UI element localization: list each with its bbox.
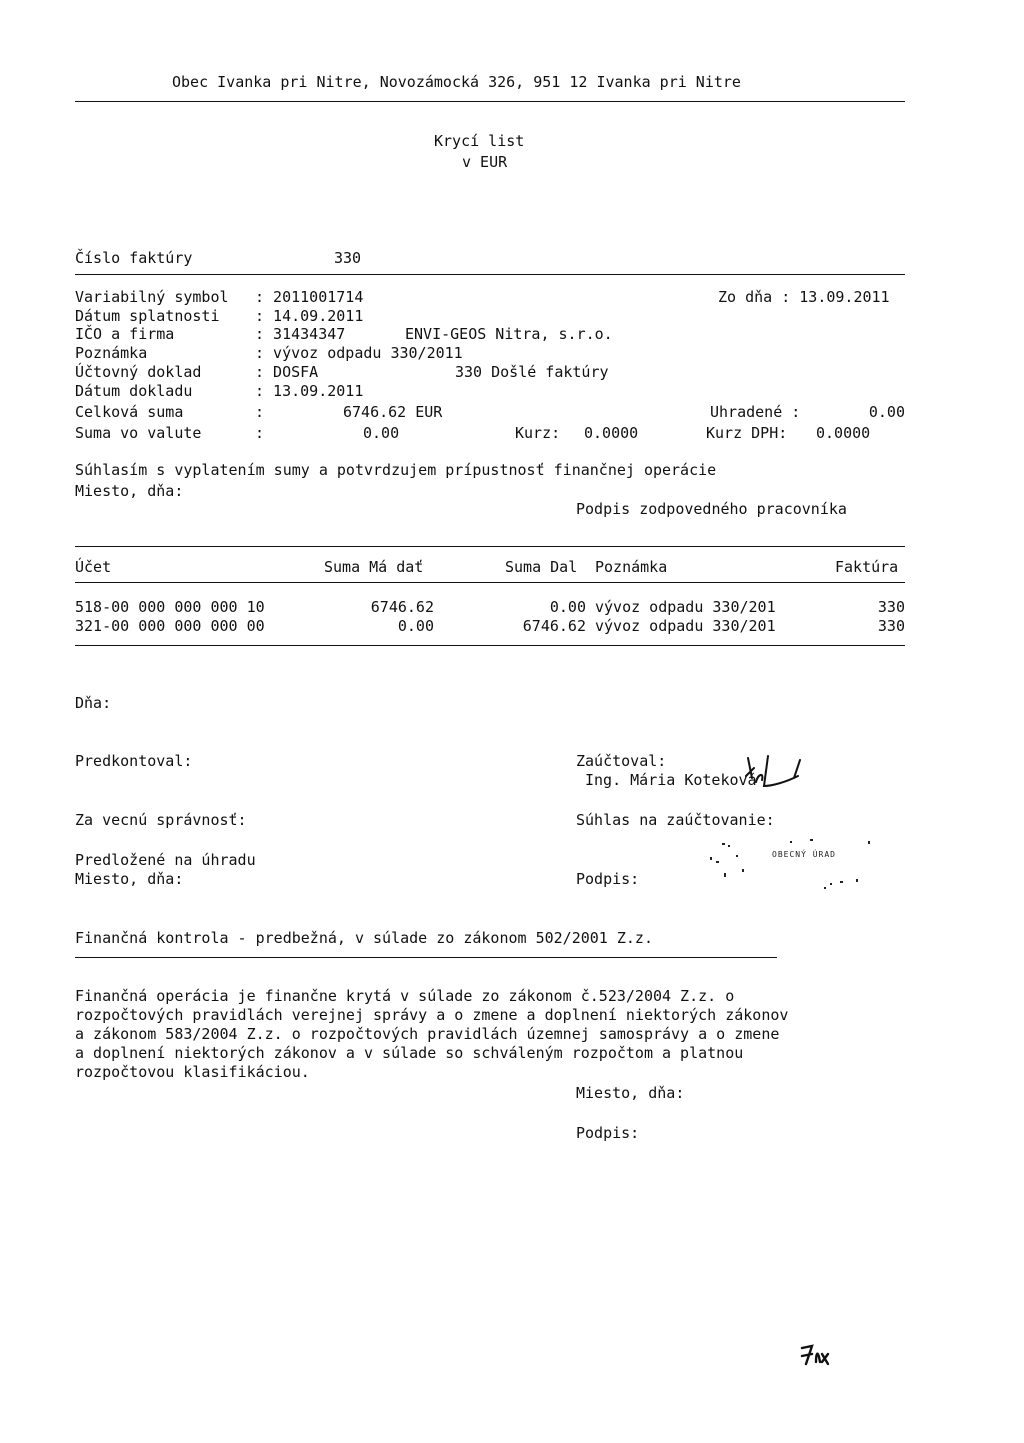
financial-control: Finančná kontrola - predbežná, v súlade zo zákonom 502/2001 Z.z. <box>75 929 653 947</box>
table-row-note: vývoz odpadu 330/201 <box>595 617 776 635</box>
table-row-account: 518-00 000 000 000 10 <box>75 598 265 616</box>
paragraph-line: a doplnení niektorých zákonov a v súlade so schváleným rozpočtom a platnou <box>75 1044 744 1062</box>
paragraph-line: Finančná operácia je finančne krytá v súlade zo zákonom č.523/2004 Z.z. o <box>75 987 735 1005</box>
table-row-credit: 6746.62 <box>522 617 586 635</box>
total-value: 6746.62 EUR <box>343 403 443 421</box>
variable-symbol-value: : 2011001714 <box>255 288 364 306</box>
factual-correctness-label: Za vecnú správnosť: <box>75 811 247 829</box>
divider <box>75 101 905 102</box>
signature-label: Podpis: <box>576 870 640 888</box>
note-label: Poznámka <box>75 344 148 362</box>
col-header-note: Poznámka <box>595 558 668 576</box>
due-date-label: Dátum splatnosti <box>75 307 220 325</box>
address: Obec Ivanka pri Nitre, Novozámocká 326, 951 12 Ivanka pri Nitre <box>172 73 741 91</box>
accounting-consent-label: Súhlas na zaúčtovanie: <box>576 811 775 829</box>
title: Krycí list <box>434 132 525 150</box>
stamp-marks <box>700 835 890 895</box>
zauctoval-name: Ing. Mária Koteková <box>585 771 757 789</box>
from-day: Zo dňa : 13.09.2011 <box>718 288 890 306</box>
invoice-number-value: 330 <box>334 249 362 267</box>
vat-rate-value: 0.0000 <box>816 424 871 442</box>
table-row-note: vývoz odpadu 330/201 <box>595 598 776 616</box>
day-label: Dňa: <box>75 694 112 712</box>
paid-label: Uhradené : <box>710 403 801 421</box>
doc-type: 330 Došlé faktúry <box>455 363 609 381</box>
paragraph-line: a zákonom 583/2004 Z.z. o rozpočtových pravidlách územnej samosprávy a o zmene <box>75 1025 780 1043</box>
currency-label: Suma vo valute <box>75 424 202 442</box>
page-initials <box>798 1340 838 1370</box>
submitted-for-payment-label: Predložené na úhradu <box>75 851 256 869</box>
divider <box>75 957 777 958</box>
consent-text: Súhlasím s vyplatením sumy a potvrdzujem prípustnosť finančnej operácie <box>75 461 717 479</box>
ico-value: : 31434347 <box>255 325 346 343</box>
prekontoval-label: Predkontoval: <box>75 752 193 770</box>
currency-colon: : <box>255 424 265 442</box>
handwritten-signature <box>742 752 812 792</box>
place-date: Miesto, dňa: <box>75 482 184 500</box>
table-header-rule <box>75 582 905 583</box>
total-label: Celková suma <box>75 403 184 421</box>
table-row-debit: 6746.62 <box>370 598 434 616</box>
table-top-rule <box>75 546 905 547</box>
office-stamp: OBECNÝ ÚRAD <box>772 850 836 859</box>
total-colon: : <box>255 403 265 421</box>
table-row-invoice: 330 <box>877 617 905 635</box>
table-bottom-rule <box>75 645 905 646</box>
invoice-number-label: Číslo faktúry <box>75 249 193 267</box>
note-value: : vývoz odpadu 330/2011 <box>255 344 463 362</box>
table-row-debit: 0.00 <box>397 617 434 635</box>
variable-symbol-label: Variabilný symbol <box>75 288 229 306</box>
doc-date-label: Dátum dokladu <box>75 382 193 400</box>
subtitle: v EUR <box>462 153 508 171</box>
paid-value: 0.00 <box>868 403 905 421</box>
due-date-value: : 14.09.2011 <box>255 307 364 325</box>
company-name: ENVI-GEOS Nitra, s.r.o. <box>405 325 613 343</box>
paragraph-line: rozpočtovou klasifikáciou. <box>75 1063 310 1081</box>
paragraph-line: rozpočtových pravidlách verejnej správy a o zmene a doplnení niektorých zákonov <box>75 1006 789 1024</box>
col-header-credit: Suma Dal <box>505 558 578 576</box>
vat-rate-label: Kurz DPH: <box>706 424 788 442</box>
divider <box>75 274 905 275</box>
currency-value: 0.00 <box>363 424 400 442</box>
table-row-invoice: 330 <box>877 598 905 616</box>
doc-label: Účtovný doklad <box>75 363 202 381</box>
col-header-invoice: Faktúra <box>835 558 899 576</box>
zauctoval-label: Zaúčtoval: <box>576 752 667 770</box>
doc-date-value: : 13.09.2011 <box>255 382 364 400</box>
ico-label: IČO a firma <box>75 325 175 343</box>
rate-value: 0.0000 <box>584 424 639 442</box>
place-date-label: Miesto, dňa: <box>75 870 184 888</box>
rate-label: Kurz: <box>515 424 561 442</box>
table-row-credit: 0.00 <box>549 598 586 616</box>
table-row-account: 321-00 000 000 000 00 <box>75 617 265 635</box>
signature-label: Podpis zodpovedného pracovníka <box>576 500 847 518</box>
col-header-account: Účet <box>75 558 112 576</box>
signature-label: Podpis: <box>576 1124 640 1142</box>
col-header-debit: Suma Má dať <box>324 558 424 576</box>
doc-value: : DOSFA <box>255 363 319 381</box>
place-date-label: Miesto, dňa: <box>576 1084 685 1102</box>
